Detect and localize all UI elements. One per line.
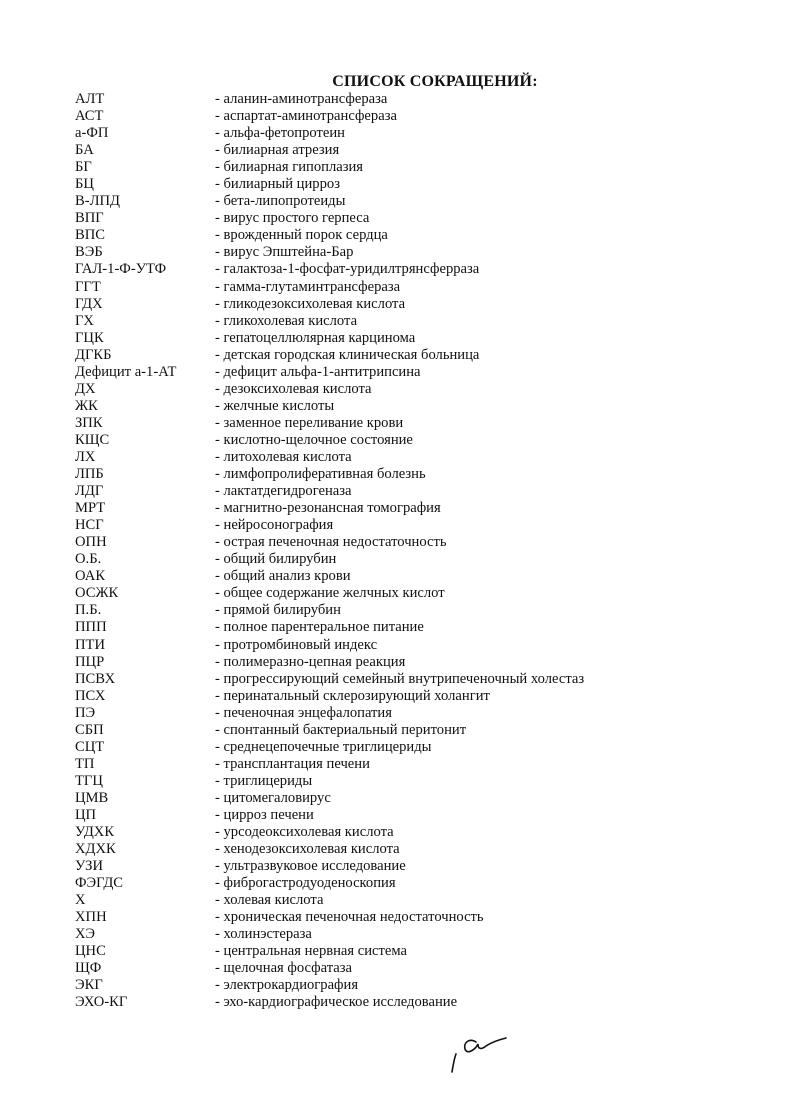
abbreviation-term: СБП (75, 721, 104, 738)
abbreviation-definition: - холинэстераза (215, 926, 312, 943)
abbreviation-term: ГХ (75, 312, 94, 329)
abbreviation-definition: - протромбиновый индекс (215, 636, 378, 653)
handwritten-stroke-a (465, 1038, 506, 1052)
abbreviation-term: ЭХО-КГ (75, 994, 128, 1011)
abbreviation-definition: - детская городская клиническая больница (215, 346, 480, 363)
list-item (75, 466, 755, 483)
list-item (75, 125, 755, 142)
abbreviation-term: НСГ (75, 517, 104, 534)
abbreviation-term: ХПН (75, 909, 107, 926)
list-item (75, 364, 755, 381)
list-item (75, 108, 755, 125)
abbreviation-term: МРТ (75, 500, 106, 517)
abbreviation-definition: - щелочная фосфатаза (215, 960, 353, 977)
abbreviation-definition: - аспартат-аминотрансфераза (215, 108, 397, 125)
abbreviation-term: ЛПБ (75, 466, 104, 483)
abbreviation-term: ТГЦ (75, 772, 103, 789)
abbreviation-definition: - лактатдегидрогеназа (215, 483, 352, 500)
abbreviation-definition: - печеночная энцефалопатия (215, 704, 392, 721)
abbreviation-term: ВЭБ (75, 244, 103, 261)
list-item (75, 568, 755, 585)
abbreviation-term: Дефицит а-1-АТ (75, 363, 177, 380)
abbreviation-term: ПТИ (75, 636, 105, 653)
abbreviation-term: ПСВХ (75, 670, 116, 687)
abbreviation-term: ДГКБ (75, 346, 112, 363)
list-item (75, 722, 755, 739)
abbreviation-definition: - врожденный порок сердца (215, 227, 388, 244)
list-item (75, 261, 755, 278)
abbreviation-term: ГАЛ-1-Ф-УТФ (75, 261, 167, 278)
abbreviation-term: ЭКГ (75, 977, 103, 994)
list-item (75, 977, 755, 994)
abbreviation-term: БЦ (75, 176, 94, 193)
abbreviation-term: ЦМВ (75, 789, 109, 806)
abbreviation-term: УЗИ (75, 858, 103, 875)
abbreviation-term: О.Б. (75, 551, 102, 568)
abbreviation-definition: - ультразвуковое исследование (215, 858, 406, 875)
abbreviation-definition: - хенодезоксихолевая кислота (215, 841, 400, 858)
list-item (75, 449, 755, 466)
list-item (75, 330, 755, 347)
list-item (75, 159, 755, 176)
abbreviation-term: ЦНС (75, 943, 106, 960)
abbreviation-definition: - бета-липопротеиды (215, 193, 346, 210)
abbreviation-definition: - фиброгастродуоденоскопия (215, 875, 396, 892)
abbreviation-definition: - галактоза-1-фосфат-уридилтрянсферраза (215, 261, 480, 278)
abbreviation-definition: - аланин-аминотрансфераза (215, 91, 388, 107)
list-item (75, 585, 755, 602)
abbreviation-definition: - холевая кислота (215, 892, 324, 909)
abbreviation-term: ЛХ (75, 448, 96, 465)
abbreviation-term: П.Б. (75, 602, 102, 619)
list-item (75, 994, 755, 1011)
abbreviation-definition: - заменное переливание крови (215, 414, 404, 431)
abbreviation-term: ОПН (75, 534, 107, 551)
list-item (75, 773, 755, 790)
list-item (75, 824, 755, 841)
abbreviation-term: СЦТ (75, 738, 105, 755)
abbreviation-definition: - хроническая печеночная недостаточность (215, 909, 484, 926)
abbreviation-definition: - кислотно-щелочное состояние (215, 431, 413, 448)
abbreviation-term: ПЭ (75, 704, 96, 721)
abbreviation-term: КЩС (75, 431, 110, 448)
list-item (75, 142, 755, 159)
list-item (75, 176, 755, 193)
abbreviation-term: БА (75, 142, 94, 159)
abbreviation-term: ФЭГДС (75, 875, 124, 892)
list-item (75, 875, 755, 892)
abbreviation-definition: - полное парентеральное питание (215, 619, 424, 636)
abbreviation-definition: - гликохолевая кислота (215, 312, 358, 329)
list-item (75, 517, 755, 534)
handwritten-stroke-one (452, 1054, 456, 1072)
abbreviation-term: ВПС (75, 227, 106, 244)
abbreviation-term: а-ФП (75, 125, 109, 142)
list-item (75, 244, 755, 261)
abbreviation-definition: - билиарная гипоплазия (215, 159, 364, 176)
list-item (75, 313, 755, 330)
list-item (75, 654, 755, 671)
abbreviation-definition: - центральная нервная система (215, 943, 408, 960)
list-item (75, 841, 755, 858)
abbreviation-definition: - гликодезоксихолевая кислота (215, 295, 406, 312)
list-item (75, 551, 755, 568)
abbreviation-term: ОАК (75, 568, 106, 585)
list-item (75, 483, 755, 500)
abbreviation-term: ХЭ (75, 926, 95, 943)
abbreviation-definition: - цитомегаловирус (215, 789, 331, 806)
list-item (75, 960, 755, 977)
list-item (75, 296, 755, 313)
abbreviation-definition: - перинатальный склерозирующий холангит (215, 687, 490, 704)
list-item (75, 807, 755, 824)
abbreviation-term: Х (75, 892, 86, 909)
abbreviation-term: ЖК (75, 397, 98, 414)
list-item (75, 688, 755, 705)
abbreviation-definition: - дефицит альфа-1-антитрипсина (215, 363, 421, 380)
handwritten-page-mark (440, 1028, 510, 1076)
abbreviation-list (75, 91, 755, 1012)
list-item (75, 279, 755, 296)
abbreviation-definition: - общий анализ крови (215, 568, 351, 585)
abbreviation-definition: - триглицериды (215, 772, 313, 789)
abbreviation-term: ОСЖК (75, 585, 119, 602)
abbreviation-term: ЩФ (75, 960, 102, 977)
abbreviation-definition: - нейросонография (215, 517, 334, 534)
abbreviation-definition: - прямой билирубин (215, 602, 341, 619)
list-item (75, 705, 755, 722)
abbreviation-definition: - дезоксихолевая кислота (215, 380, 372, 397)
abbreviation-term: ПЦР (75, 653, 105, 670)
page-title: СПИСОК СОКРАЩЕНИЙ: (332, 73, 538, 90)
abbreviation-definition: - желчные кислоты (215, 397, 335, 414)
abbreviation-term: БГ (75, 159, 92, 176)
abbreviation-term: ЛДГ (75, 483, 104, 500)
abbreviation-term: ТП (75, 755, 95, 772)
list-item (75, 943, 755, 960)
abbreviation-term: АЛТ (75, 91, 105, 107)
list-item (75, 637, 755, 654)
abbreviation-definition: - общий билирубин (215, 551, 337, 568)
list-item (75, 381, 755, 398)
abbreviation-definition: - полимеразно-цепная реакция (215, 653, 406, 670)
abbreviation-definition: - спонтанный бактериальный перитонит (215, 721, 467, 738)
abbreviation-definition: - вирус Эпштейна-Бар (215, 244, 354, 261)
abbreviation-term: ДХ (75, 380, 96, 397)
abbreviation-definition: - билиарный цирроз (215, 176, 340, 193)
abbreviation-definition: - альфа-фетопротеин (215, 125, 345, 142)
abbreviation-definition: - прогрессирующий семейный внутрипеченочный холестаз (215, 670, 585, 687)
list-item (75, 193, 755, 210)
abbreviation-definition: - лимфопролиферативная болезнь (215, 466, 426, 483)
list-item (75, 347, 755, 364)
list-item (75, 432, 755, 449)
abbreviation-definition: - электрокардиография (215, 977, 359, 994)
abbreviation-definition: - среднецепочечные триглицериды (215, 738, 432, 755)
list-item (75, 790, 755, 807)
list-item (75, 619, 755, 636)
abbreviation-term: В-ЛПД (75, 193, 120, 210)
abbreviation-term: ЦП (75, 806, 97, 823)
list-item (75, 398, 755, 415)
list-item (75, 210, 755, 227)
list-item (75, 892, 755, 909)
abbreviation-term: ПСХ (75, 687, 106, 704)
abbreviation-term: ППП (75, 619, 107, 636)
list-item (75, 91, 755, 108)
abbreviation-term: ГГТ (75, 278, 101, 295)
abbreviation-term: ЗПК (75, 414, 103, 431)
list-item (75, 534, 755, 551)
abbreviation-definition: - гепатоцеллюлярная карцинома (215, 329, 416, 346)
abbreviation-term: ХДХК (75, 841, 116, 858)
list-item (75, 858, 755, 875)
abbreviation-term: ВПГ (75, 210, 104, 227)
abbreviation-definition: - гамма-глутаминтрансфераза (215, 278, 401, 295)
abbreviation-definition: - цирроз печени (215, 806, 314, 823)
abbreviation-term: ГЦК (75, 329, 104, 346)
abbreviation-definition: - эхо-кардиографическое исследование (215, 994, 458, 1011)
list-item (75, 415, 755, 432)
list-item (75, 739, 755, 756)
list-item (75, 227, 755, 244)
abbreviation-definition: - острая печеночная недостаточность (215, 534, 447, 551)
abbreviation-definition: - вирус простого герпеса (215, 210, 370, 227)
abbreviation-term: ГДХ (75, 295, 103, 312)
list-item (75, 756, 755, 773)
list-item (75, 671, 755, 688)
list-item (75, 500, 755, 517)
list-item (75, 926, 755, 943)
abbreviation-definition: - билиарная атрезия (215, 142, 340, 159)
abbreviation-definition: - трансплантация печени (215, 755, 370, 772)
abbreviation-definition: - урсодеоксихолевая кислота (215, 824, 394, 841)
abbreviation-definition: - литохолевая кислота (215, 448, 352, 465)
abbreviation-definition: - магнитно-резонансная томография (215, 500, 441, 517)
list-item (75, 602, 755, 619)
abbreviation-term: АСТ (75, 108, 104, 125)
list-item (75, 909, 755, 926)
abbreviation-term: УДХК (75, 824, 115, 841)
abbreviation-definition: - общее содержание желчных кислот (215, 585, 445, 602)
